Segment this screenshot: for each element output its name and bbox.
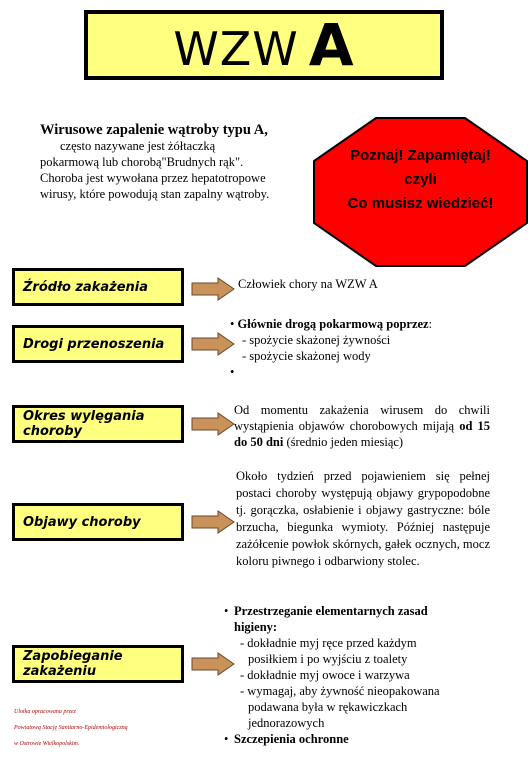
footer-credit [14,704,184,752]
drogi-bullet-suffix: : [428,317,433,331]
intro-line: pokarmową lub chorobą"Brudnych rąk". [40,155,244,169]
arrow-right-icon [191,412,235,436]
footer-line: Powiatową Stację Sanitarno-Epidemiologiczną [14,725,128,731]
zapobieganie-item: - dokładnie myj ręce przed każdym posiłkiem i po wyjściu z toalety [240,636,417,666]
drogi-item: - spożycie skażonej żywności [242,333,391,347]
badge-text [312,144,529,216]
drogi-empty-bullet: • [230,365,235,379]
drogi-bullet: Głównie drogą pokarmową poprzez [237,317,429,331]
okres-average: (średnio jeden miesiąc) [286,435,404,449]
okres-text [234,402,490,450]
zrodlo-text: Człowiek chory na WZW A [238,277,378,291]
arrow-right-icon [191,277,235,301]
drogi-text: • Głównie drogą pokarmową poprzez: - spożycie skażonej żywności - spożycie skażonej wody • [230,316,510,380]
intro-lead: Wirusowe zapalenie wątroby typu A, [40,122,268,138]
intro-line: wirusy, które powodują stan zapalny wątroby. [40,187,270,201]
zapobieganie-item: - dokładnie myj owoce i warzywa [240,668,410,682]
intro-line: często nazywane jest żółtaczką [60,139,216,153]
zapobieganie-bullet-2: Szczepienia ochronne [234,732,349,746]
zapobieganie-text: • Przestrzeganie elementarnych zasad higieny: - dokładnie myj ręce przed każdym posiłkiem i po wyjściu z toalety - dokładnie myj owoce i warzywa - wymagaj, aby żywność nieopakowana podawana była w rękawiczkach jednorazowych • Szczepienia ochronne [224,603,494,747]
footer-line: w Ostrowie Wielkopolskim. [14,741,80,747]
zapobieganie-item: - wymagaj, aby żywność nieopakowana podawana była w rękawiczkach jednorazowych [240,684,440,730]
objawy-text: Około tydzień przed pojawieniem się pełnej postaci choroby występują objawy grypopodobne tj. gorączka, osłabienie i objawy gastryczne: bóle brzucha, biegunka wymioty. Później następuje zażółcenie powłok skórnych, gałek ocznych, mocz koloru piwnego i odbarwiony stolec. [236,469,490,568]
label-okres: Okres wylęgania choroby [12,405,184,443]
drogi-item: - spożycie skażonej wody [242,349,371,363]
stop-sign-badge [312,116,529,268]
badge-line: Co musisz wiedzieć! [347,195,494,212]
okres-text-main: Od momentu zakażenia wirusem do chwili wystąpienia objawów chorobowych mijają [234,403,490,433]
page-title [173,11,355,79]
label-drogi: Drogi przenoszenia [12,325,184,363]
title-letter: A [308,11,355,79]
zapobieganie-bullet-1: Przestrzeganie elementarnych zasad higieny: [234,604,428,634]
badge-line: czyli [404,171,437,188]
title-banner [84,10,444,80]
label-zapobieganie: Zapobieganie zakażeniu [12,645,184,683]
intro-line: Choroba jest wywołana przez hepatotropowe [40,171,266,185]
intro-paragraph [40,122,315,202]
okres-days: od 15 do 50 dni [234,419,491,449]
footer-line: Ulotka opracowana przez [14,709,76,715]
arrow-right-icon [191,510,235,534]
title-prefix: WZW [173,22,299,76]
label-zrodlo: Źródło zakażenia [12,268,184,306]
arrow-right-icon [191,332,235,356]
label-objawy: Objawy choroby [12,503,184,541]
badge-line: Poznaj! Zapamiętaj! [350,147,491,164]
